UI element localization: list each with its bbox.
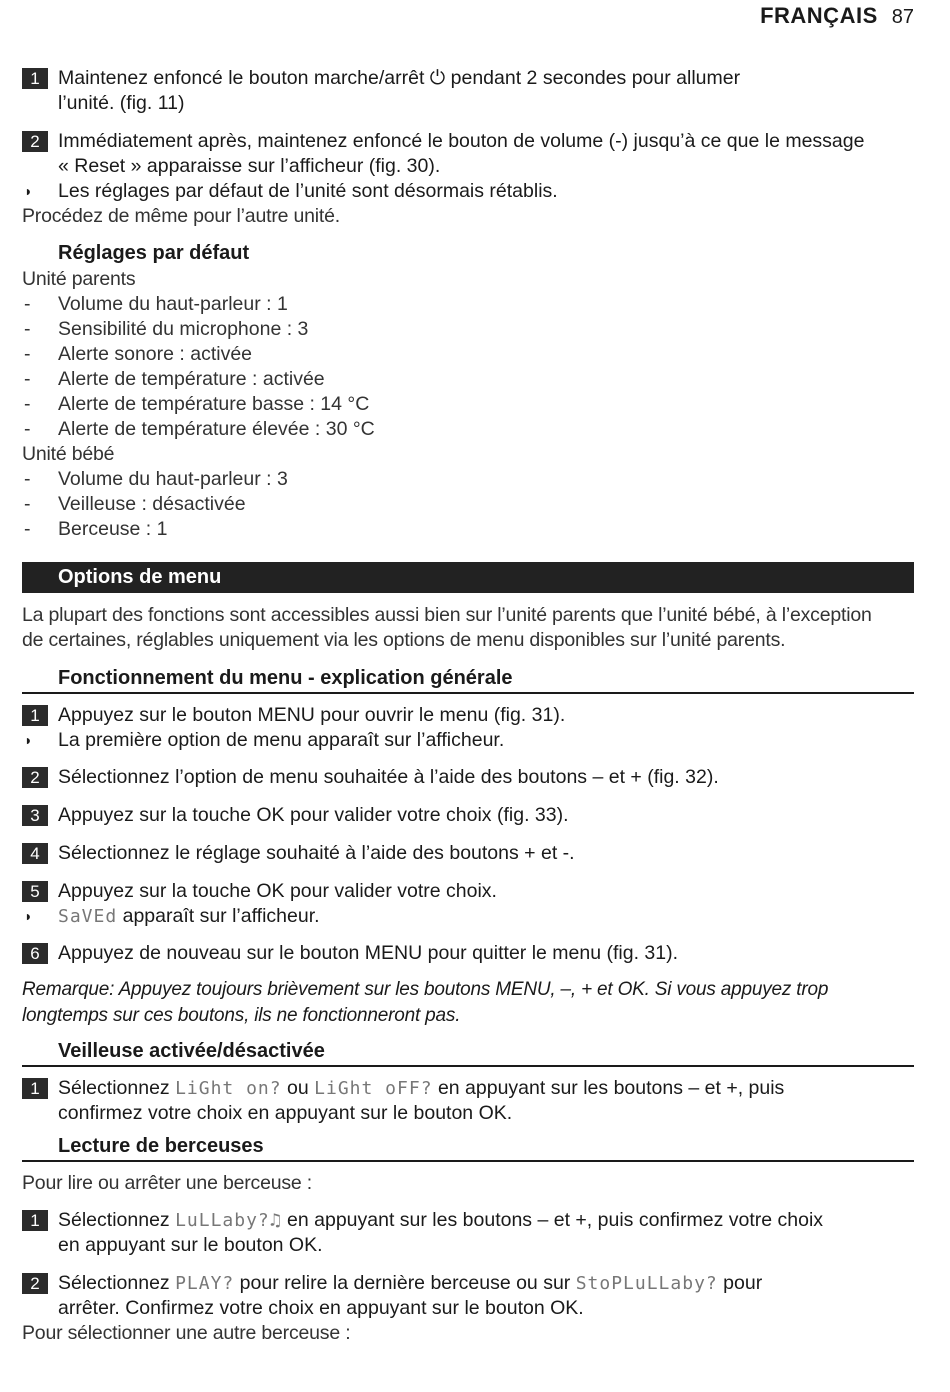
menu-step-4 (22, 841, 914, 866)
page-number: 87 (891, 6, 914, 28)
step-text-cont: arrêter. Confirmez votre choix en appuyant sur le bouton OK. (58, 1297, 584, 1319)
baby-defaults-list (22, 467, 914, 542)
list-item: - Alerte de température élevée : 30 °C (24, 418, 375, 440)
step-text: Sélectionnez l’option de menu souhaitée à l’aide des boutons – et + (fig. 32). (58, 766, 719, 788)
note-line1: Remarque: Appuyez toujours brièvement sur les boutons MENU, –, + et OK. Si vous appuyez trop (22, 979, 829, 1000)
step-text: Appuyez sur la touche OK pour valider votre choix (fig. 33). (58, 804, 569, 826)
step-number: 1 (22, 68, 48, 89)
step-text: Immédiatement après, maintenez enfoncé le bouton de volume (-) jusqu’à ce que le message (58, 130, 865, 152)
parent-unit-label: Unité parents (22, 268, 136, 290)
list-item: - Veilleuse : désactivée (24, 493, 246, 515)
step-number: 2 (22, 131, 48, 152)
lcd-saved-text: SaVEd (58, 906, 118, 927)
step-text: Maintenez enfoncé le bouton marche/arrêt ⏻ pendant 2 secondes pour allumer (58, 67, 741, 89)
step-text: Sélectionnez PLAY? pour relire la dernière berceuse ou sur StoPLuLLaby? pour (58, 1272, 763, 1294)
step-text: Sélectionnez le réglage souhaité à l’aide des boutons + et -. (58, 842, 575, 864)
step-text-cont: « Reset » apparaisse sur l’afficheur (fig. 30). (58, 155, 441, 177)
lullaby-intro: Pour lire ou arrêter une berceuse : (22, 1172, 312, 1194)
lullaby-title: Lecture de berceuses (22, 1134, 914, 1162)
list-item: - Alerte sonore : activée (24, 343, 253, 365)
result-text: La première option de menu apparaît sur l’afficheur. (58, 729, 505, 751)
step-number: 5 (22, 881, 48, 902)
step-number: 2 (22, 1273, 48, 1294)
lullaby-step-1 (22, 1208, 914, 1258)
menu-step-1-result (22, 728, 914, 753)
lullaby-outro: Pour sélectionner une autre berceuse : (22, 1322, 351, 1344)
lcd-light-on: LiGht on? (175, 1078, 282, 1099)
result-arrow-icon: ◗ (24, 732, 33, 748)
menu-step-1 (22, 703, 914, 728)
step-number: 1 (22, 705, 48, 726)
step-number: 2 (22, 767, 48, 788)
nightlight-step-1 (22, 1076, 914, 1126)
nightlight-title: Veilleuse activée/désactivée (22, 1039, 914, 1067)
step-number: 4 (22, 843, 48, 864)
menu-options-heading: Options de menu (22, 562, 914, 593)
list-item: - Alerte de température : activée (24, 368, 325, 390)
lullaby-step-2 (22, 1271, 914, 1321)
language-label: FRANÇAIS (760, 3, 878, 28)
defaults-title: Réglages par défaut (58, 242, 250, 264)
list-item: - Volume du haut-parleur : 3 (24, 468, 288, 490)
step-number: 6 (22, 943, 48, 964)
parent-defaults-list (22, 292, 914, 442)
list-item: - Berceuse : 1 (24, 518, 168, 540)
result-arrow-icon: ◗ (24, 908, 33, 924)
note-line2: longtemps sur ces boutons, ils ne fonctionneront pas. (22, 1005, 461, 1026)
step-text: Sélectionnez LiGht on? ou LiGht oFF? en appuyant sur les boutons – et +, puis (58, 1077, 785, 1099)
reset-step-2 (22, 129, 914, 179)
result-text: Les réglages par défaut de l’unité sont désormais rétablis. (58, 180, 558, 202)
lcd-play: PLAY? (175, 1273, 235, 1294)
menu-step-5 (22, 879, 914, 904)
step-text: Sélectionnez LuLLaby?♫ en appuyant sur les boutons – et +, puis confirmez votre choix (58, 1209, 824, 1231)
step-text: Appuyez sur le bouton MENU pour ouvrir le menu (fig. 31). (58, 704, 566, 726)
list-item: - Sensibilité du microphone : 3 (24, 318, 309, 340)
step-text-cont: confirmez votre choix en appuyant sur le bouton OK. (58, 1102, 513, 1124)
step-number: 3 (22, 805, 48, 826)
step-number: 1 (22, 1210, 48, 1231)
menu-step-6 (22, 941, 914, 966)
reset-step-1 (22, 66, 914, 116)
page-content (22, 0, 914, 1346)
list-item: - Alerte de température basse : 14 °C (24, 393, 370, 415)
list-item: - Volume du haut-parleur : 1 (24, 293, 288, 315)
step-text: Appuyez de nouveau sur le bouton MENU pour quitter le menu (fig. 31). (58, 942, 679, 964)
menu-step-5-result (22, 904, 914, 929)
step-number: 1 (22, 1078, 48, 1099)
step-text-cont: l’unité. (fig. 11) (58, 92, 185, 114)
step-text: Appuyez sur la touche OK pour valider votre choix. (58, 880, 497, 902)
result-text: apparaît sur l’afficheur. (117, 905, 320, 927)
result-arrow-icon: ◗ (24, 183, 33, 199)
menu-intro-line1: La plupart des fonctions sont accessibles aussi bien sur l’unité parents que l’unité bébé, à l’exception (22, 604, 872, 626)
other-unit-text: Procédez de même pour l’autre unité. (22, 205, 340, 227)
step-text-cont: en appuyant sur le bouton OK. (58, 1234, 323, 1256)
menu-general-title: Fonctionnement du menu - explication générale (22, 666, 914, 694)
baby-unit-label: Unité bébé (22, 443, 115, 465)
reset-result (22, 179, 914, 204)
menu-intro-line2: de certaines, réglables uniquement via les options de menu disponibles sur l’unité parents. (22, 629, 786, 651)
menu-step-2 (22, 765, 914, 790)
lcd-light-off: LiGht oFF? (314, 1078, 433, 1099)
lcd-lullaby: LuLLaby?♫ (175, 1210, 282, 1231)
menu-step-3 (22, 803, 914, 828)
lcd-stop-lullaby: StoPLuLLaby? (575, 1273, 718, 1294)
